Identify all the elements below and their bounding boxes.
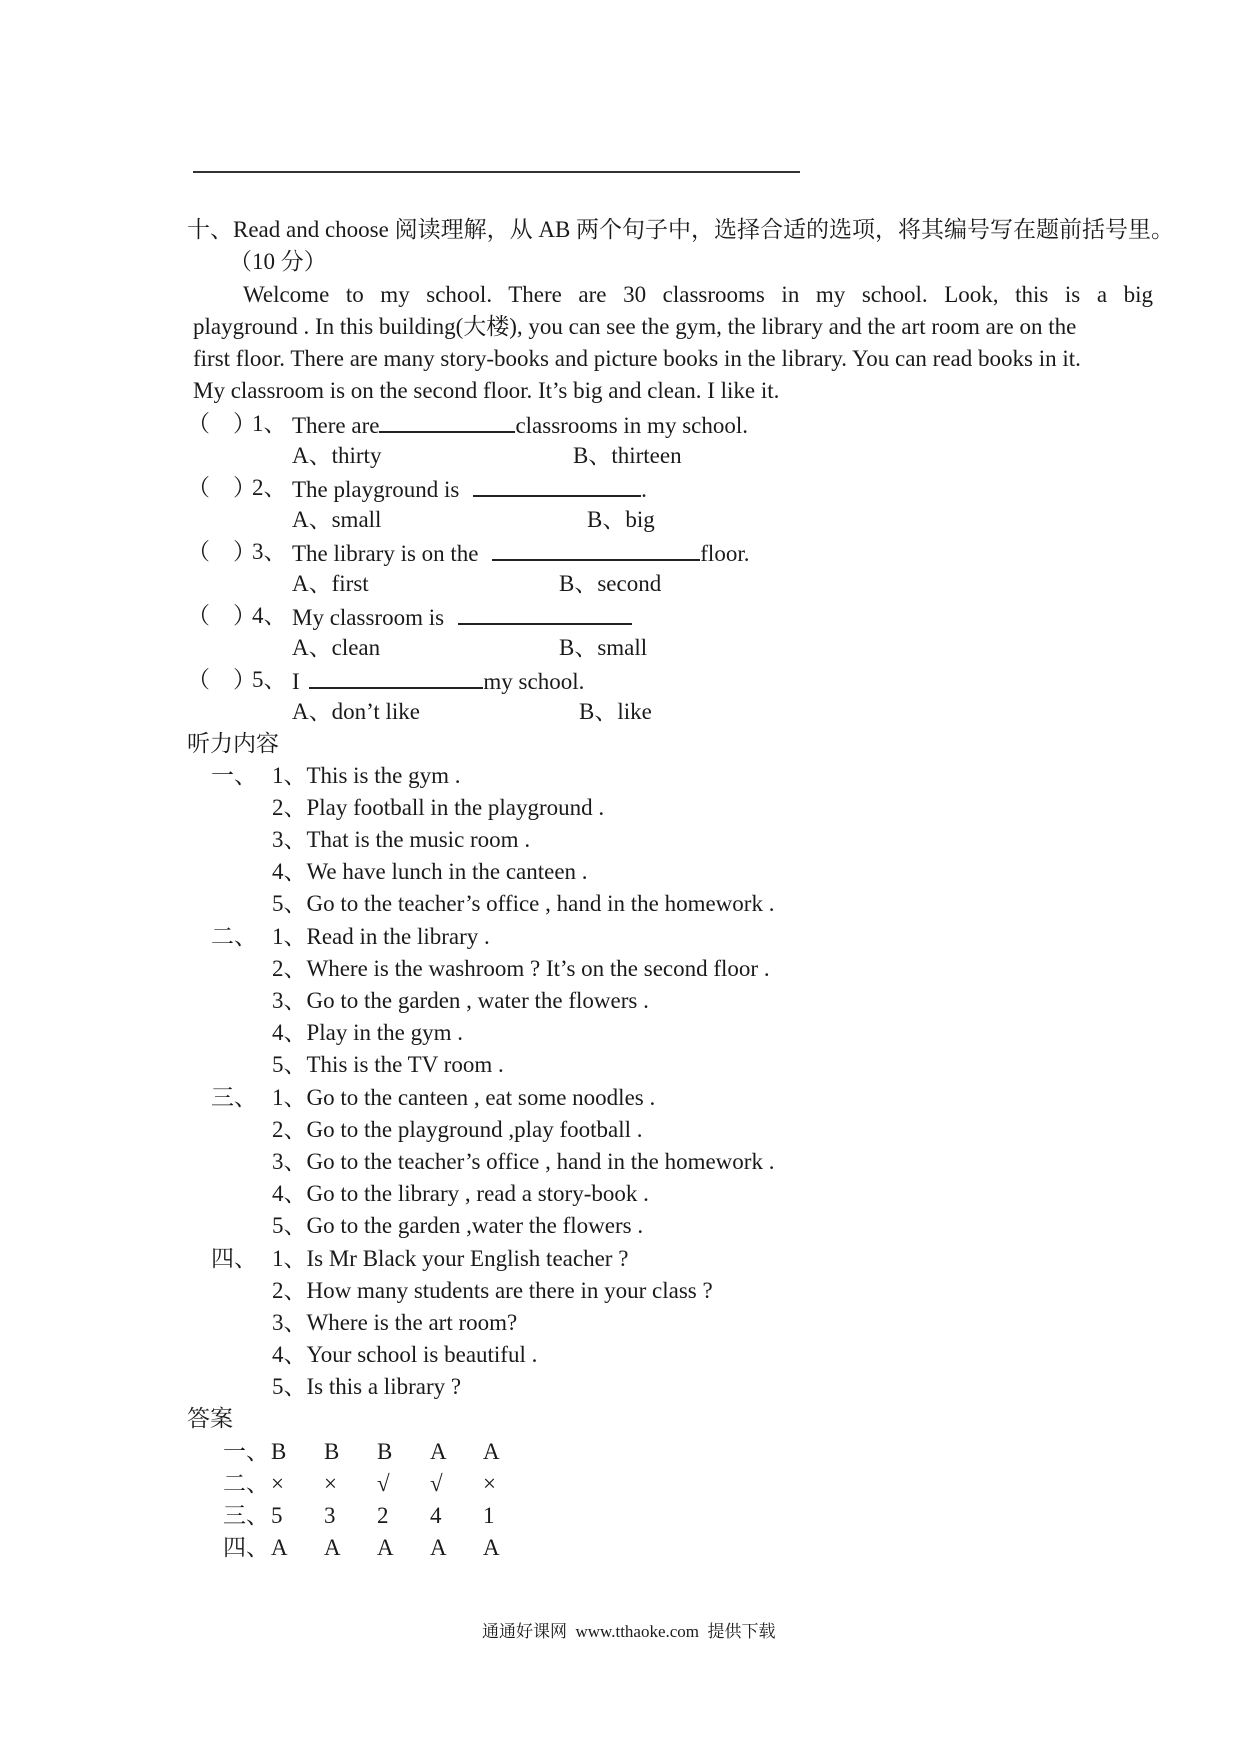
listening-item: 2、Play football in the playground .	[272, 795, 605, 820]
option-b: B、second	[559, 571, 662, 596]
question-number: 2、	[252, 475, 287, 500]
listening-item: 4、We have lunch in the canteen .	[272, 859, 588, 884]
question-bracket[interactable]: （ ）	[187, 539, 256, 564]
part-label: 二、	[211, 924, 257, 949]
answer-value: A	[483, 1439, 500, 1464]
passage-line-3: first floor. There are many story-books and picture books in the library. You can read books in it.	[193, 346, 1081, 371]
answer-blank[interactable]	[473, 473, 641, 497]
question-before: My classroom is	[292, 605, 445, 630]
answer-value: 2	[377, 1503, 389, 1528]
answer-row-2	[223, 1469, 536, 1499]
answer-blank[interactable]	[379, 409, 515, 433]
section-score: （10 分）	[229, 249, 327, 274]
question-number: 4、	[252, 603, 287, 628]
option-b: B、like	[579, 699, 652, 724]
answer-blank[interactable]	[309, 665, 483, 689]
page-footer: 通通好课网 www.tthaoke.com 提供下载	[482, 1622, 776, 1641]
listening-item: 1、Go to the canteen , eat some noodles .	[272, 1085, 656, 1110]
question-number: 3、	[252, 539, 287, 564]
answer-value: A	[324, 1535, 341, 1560]
listening-item: 1、Read in the library .	[272, 924, 490, 949]
answer-label: 四、	[223, 1535, 269, 1560]
listening-item: 2、Go to the playground ,play football .	[272, 1117, 643, 1142]
question-number: 1、	[252, 411, 287, 436]
option-a: A、don’t like	[292, 699, 420, 724]
answer-value: ×	[271, 1471, 284, 1496]
question-after: my school.	[483, 669, 585, 694]
answer-value: ×	[483, 1471, 496, 1496]
section-title: 十、Read and choose 阅读理解，从 AB 两个句子中，选择合适的选项，将其编号写在题前括号里。	[187, 217, 1175, 242]
question-text	[292, 409, 748, 441]
listening-item: 3、That is the music room .	[272, 827, 531, 852]
passage-line-1: Welcome to my school. There are 30 classrooms in my school. Look, this is a big	[243, 282, 1153, 307]
question-bracket[interactable]: （ ）	[187, 603, 256, 628]
question-after: classrooms in my school.	[515, 413, 748, 438]
question-text	[292, 537, 749, 569]
passage-line-4: My classroom is on the second floor. It’s big and clean. I like it.	[193, 378, 780, 403]
answer-value: A	[271, 1535, 288, 1560]
option-a: A、first	[292, 571, 369, 596]
answer-value: √	[430, 1471, 443, 1496]
listening-item: 3、Go to the garden , water the flowers .	[272, 988, 649, 1013]
answer-value: A	[377, 1535, 394, 1560]
answer-value: 1	[483, 1503, 495, 1528]
answer-value: 3	[324, 1503, 336, 1528]
listening-item: 4、Play in the gym .	[272, 1020, 464, 1045]
question-before: I	[292, 669, 300, 694]
listening-item: 3、Where is the art room?	[272, 1310, 518, 1335]
question-bracket[interactable]: （ ）	[187, 411, 256, 436]
question-before: The library is on the	[292, 541, 479, 566]
answer-value: A	[430, 1439, 447, 1464]
answer-row-1	[223, 1437, 536, 1467]
answer-value: √	[377, 1471, 390, 1496]
question-bracket[interactable]: （ ）	[187, 475, 256, 500]
answer-value: B	[324, 1439, 340, 1464]
listening-item: 2、Where is the washroom ? It’s on the second floor .	[272, 956, 770, 981]
option-a: A、thirty	[292, 443, 382, 468]
part-label: 一、	[211, 763, 257, 788]
answer-label: 二、	[223, 1471, 269, 1496]
answer-value: 5	[271, 1503, 283, 1528]
option-b: B、small	[559, 635, 648, 660]
part-label: 四、	[211, 1246, 257, 1271]
passage-line-2: playground . In this building(大楼), you can see the gym, the library and the art room are on the	[193, 314, 1077, 339]
listening-item: 5、Go to the garden ,water the flowers .	[272, 1213, 644, 1238]
listening-item: 2、How many students are there in your class ?	[272, 1278, 713, 1303]
answer-row-4	[223, 1533, 536, 1563]
listening-item: 1、This is the gym .	[272, 763, 461, 788]
answer-blank[interactable]	[458, 601, 632, 625]
listening-item: 5、Is this a library ?	[272, 1374, 462, 1399]
question-after: .	[641, 477, 647, 502]
answers-heading: 答案	[187, 1406, 233, 1431]
option-a: A、clean	[292, 635, 381, 660]
question-before: There are	[292, 413, 380, 438]
answer-value: B	[377, 1439, 393, 1464]
listening-item: 3、Go to the teacher’s office , hand in the homework .	[272, 1149, 775, 1174]
question-text	[292, 473, 647, 505]
option-a: A、small	[292, 507, 382, 532]
listening-item: 5、This is the TV room .	[272, 1052, 504, 1077]
answer-blank[interactable]	[492, 537, 700, 561]
listening-item: 4、Your school is beautiful .	[272, 1342, 538, 1367]
answer-label: 三、	[223, 1503, 269, 1528]
listening-item: 4、Go to the library , read a story-book .	[272, 1181, 649, 1206]
answer-value: B	[271, 1439, 287, 1464]
question-text	[292, 601, 632, 633]
listening-heading: 听力内容	[187, 731, 279, 756]
answer-value: A	[430, 1535, 447, 1560]
option-b: B、big	[587, 507, 655, 532]
question-before: The playground is	[292, 477, 460, 502]
question-bracket[interactable]: （ ）	[187, 667, 256, 692]
question-number: 5、	[252, 667, 287, 692]
answer-value: A	[483, 1535, 500, 1560]
answer-value: ×	[324, 1471, 337, 1496]
listening-item: 5、Go to the teacher’s office , hand in the homework .	[272, 891, 775, 916]
question-after: floor.	[700, 541, 750, 566]
answer-label: 一、	[223, 1439, 269, 1464]
answer-row-3	[223, 1501, 536, 1531]
part-label: 三、	[211, 1085, 257, 1110]
question-text	[292, 665, 584, 697]
listening-item: 1、Is Mr Black your English teacher ?	[272, 1246, 629, 1271]
answer-value: 4	[430, 1503, 442, 1528]
top-rule	[193, 171, 800, 173]
option-b: B、thirteen	[573, 443, 682, 468]
